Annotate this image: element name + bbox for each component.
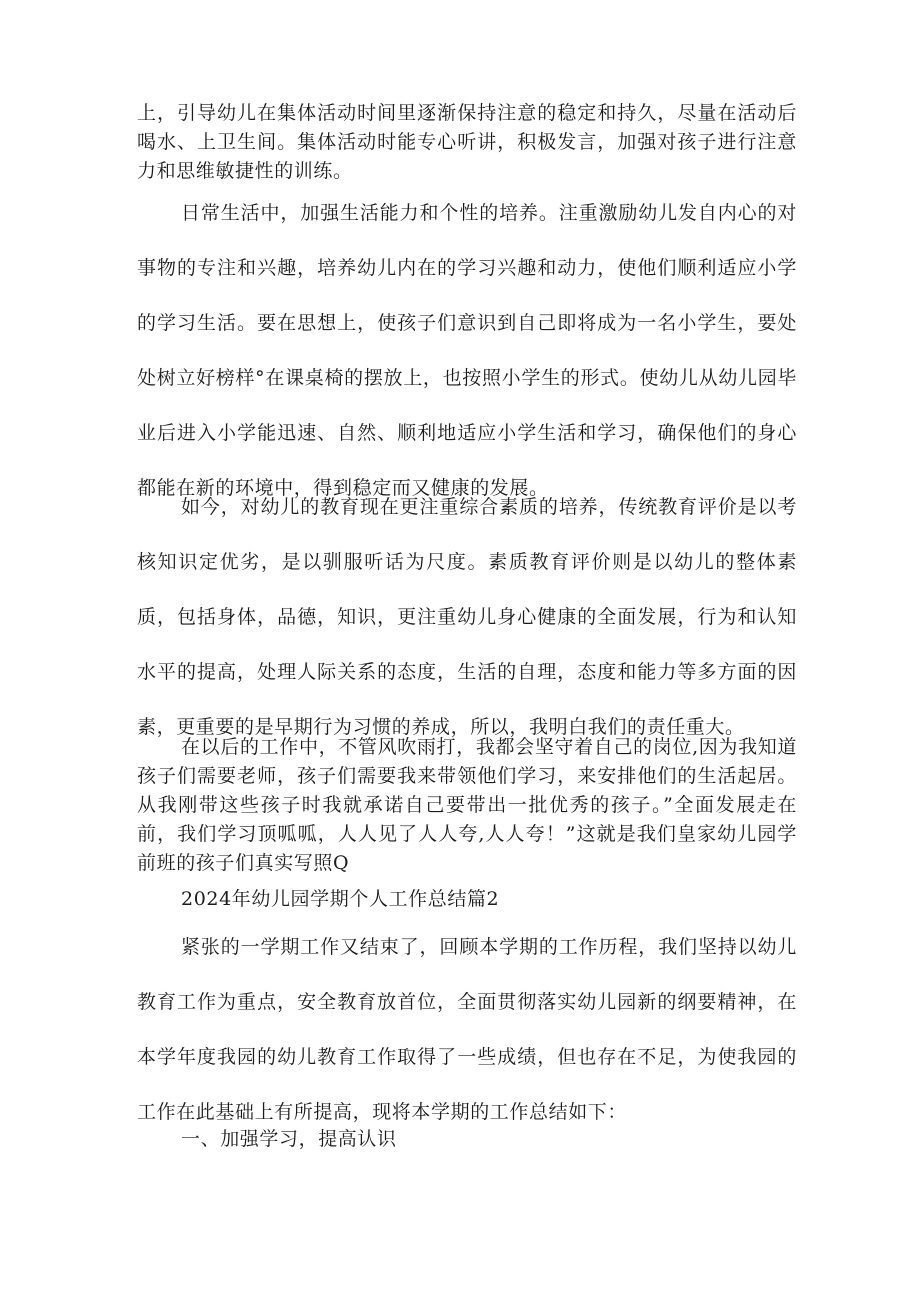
paragraph-continuation: 上，引导幼儿在集体活动时间里逐渐保持注意的稳定和持久，尽量在活动后喝水、上卫生间。集体活动时能专心听讲，积极发言，加强对孩子进行注意力和思维敏捷性的训练。	[137, 102, 797, 182]
section-title: 2024年幼儿园学期个人工作总结篇2	[181, 888, 500, 910]
paragraph-daily-life: 日常生活中，加强生活能力和个性的培养。注重激励幼儿发自内心的对事物的专注和兴趣，培养幼儿内在的学习兴趣和动力，使他们顺利适应小学的学习生活。要在思想上，使孩子们意识到自己即将成为一名小学生，要处处树立好榜样°在课桌椅的摆放上，也按照小学生的形式。使幼儿从幼儿园毕业后进入小学能迅速、自然、顺利地适应小学生活和学习，确保他们的身心都能在新的环境中，得到稳定而又健康的发展。	[137, 202, 797, 499]
paragraph-quality-education: 如今，对幼儿的教育现在更注重综合素质的培养，传统教育评价是以考核知识定优劣，是以驯服听话为尺度。素质教育评价则是以幼儿的整体素质，包括身体，品德，知识，更注重幼儿身心健康的全面发展，行为和认知水平的提高，处理人际关系的态度，生活的自理，态度和能力等多方面的因素，更重要的是早期行为习惯的养成，所以，我明白我们的责任重大。	[137, 496, 797, 738]
paragraph-future-work: 在以后的工作中，不管风吹雨打，我都会坚守着自己的岗位,因为我知道孩子们需要老师，孩子们需要我来带领他们学习，来安排他们的生活起居。从我刚带这些孩子时我就承诺自己要带出一批优秀的孩子。”全面发展走在前，我们学习顶呱呱，人人见了人人夸,人人夸！”这就是我们皇家幼儿园学前班的孩子们真实写照Q	[137, 736, 797, 874]
subheading: 一、加强学习，提高认识	[181, 1128, 397, 1150]
paragraph-intro: 紧张的一学期工作又结束了，回顾本学期的工作历程，我们坚持以幼儿教育工作为重点，安全教育放首位，全面贯彻落实幼儿园新的纲要精神，在本学年度我园的幼儿教育工作取得了一些成绩，但也存在不足，为使我园的工作在此基础上有所提高，现将本学期的工作总结如下：	[137, 936, 797, 1123]
